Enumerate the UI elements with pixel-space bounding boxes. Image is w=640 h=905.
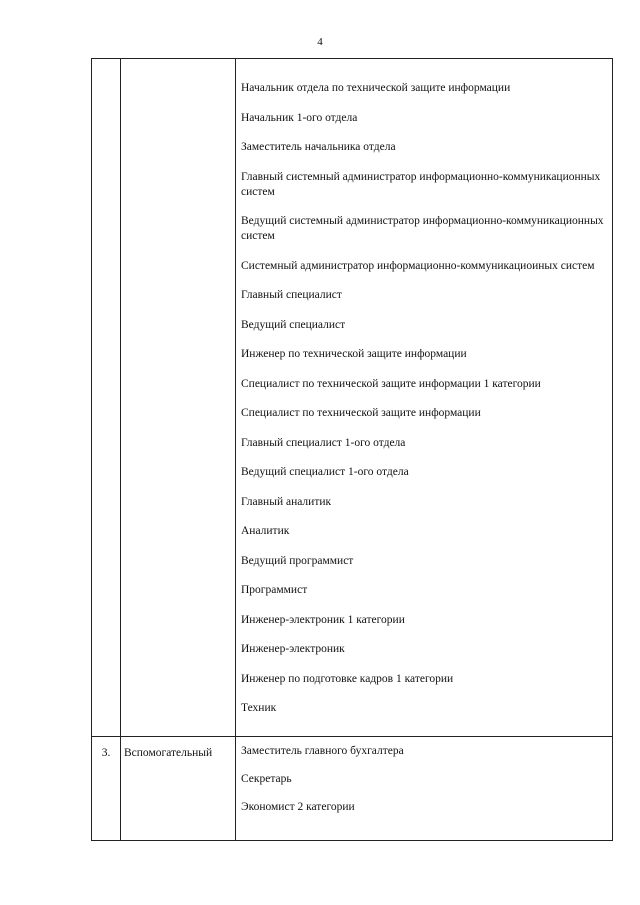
positions-list: [236, 737, 612, 840]
position-item: Главный системный администратор информационно-коммуникационных систем: [241, 170, 601, 198]
position-item: Ведущий программист: [241, 554, 354, 567]
position-item: Инженер по технической защите информации: [241, 348, 467, 360]
category-label: Вспомогательный: [124, 747, 213, 759]
position-item: Ведущий специалист 1-ого отдела: [241, 466, 409, 478]
position-item: Инженер-электроник: [241, 643, 345, 655]
category-cell: [121, 737, 236, 841]
position-item: Начальник отдела по технической защите информации: [241, 82, 511, 94]
positions-table: [91, 58, 613, 841]
positions-cell: [236, 737, 613, 841]
row-number-cell: [92, 59, 121, 737]
position-item: Заместитель начальника отдела: [241, 141, 396, 153]
positions-cell: [236, 59, 613, 737]
position-item: Системный администратор информационно-коммуникациоиных систем: [241, 259, 595, 272]
position-item: Программист: [241, 584, 308, 596]
position-item: Специалист по технической защите информации 1 категории: [241, 377, 541, 390]
position-item: Секретарь: [241, 773, 292, 785]
table-row: [92, 59, 613, 737]
position-item: Заместитель главного бухгалтера: [241, 745, 404, 757]
position-item: Начальник 1-ого отдела: [241, 111, 358, 124]
row-number-cell: [92, 737, 121, 841]
position-item: Специалист по технической защите информации: [241, 407, 481, 419]
position-item: Техник: [241, 702, 277, 714]
category-cell: [121, 59, 236, 737]
row-number: 3.: [101, 747, 111, 759]
page-number: 4: [317, 36, 323, 48]
position-item: Главный специалист: [241, 289, 342, 301]
position-item: Экономист 2 категории: [241, 801, 355, 813]
position-item: Инженер по подготовке кадров 1 категории: [241, 672, 454, 685]
position-item: Инженер-электроник 1 категории: [241, 613, 405, 626]
position-item: Главный аналитик: [241, 495, 332, 508]
position-item: Аналитик: [241, 525, 290, 537]
position-item: Ведущий специалист: [241, 318, 346, 331]
table-row: [92, 737, 613, 841]
position-item: Главный специалист 1-ого отдела: [241, 436, 406, 449]
positions-list: [236, 59, 612, 723]
position-item: Ведущий системный администратор информационно-коммуникационных систем: [241, 215, 604, 242]
